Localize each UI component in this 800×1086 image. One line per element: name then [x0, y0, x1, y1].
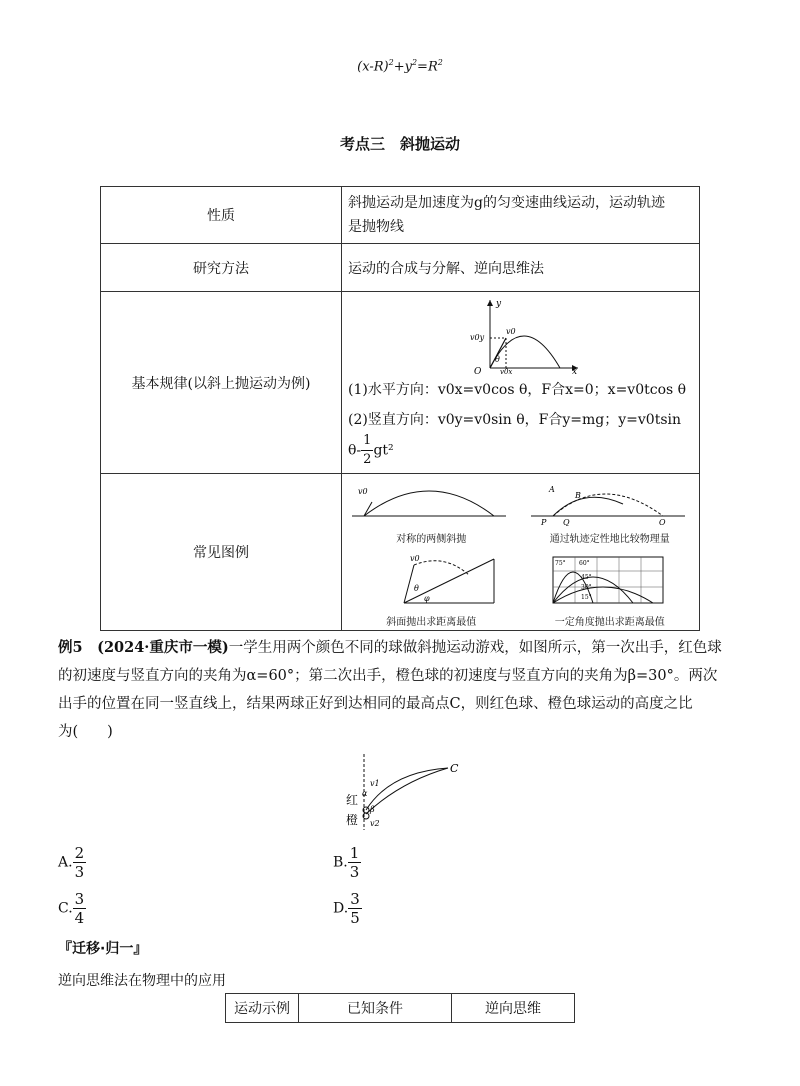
theta-label: θ: [495, 355, 500, 364]
figure-angles: 75° 60° 45° 30° 15° 一定角度抛出求距离最值: [523, 551, 698, 628]
svg-text:60°: 60°: [578, 560, 590, 567]
red-ball-label: 红: [346, 793, 359, 807]
row-content-examples: [342, 474, 700, 631]
v0-label: v0: [506, 327, 516, 336]
svg-text:v0: v0: [410, 554, 420, 563]
header-known: 已知条件: [299, 994, 452, 1023]
svg-text:75°: 75°: [554, 560, 566, 567]
row-label-examples: 常见图例: [101, 474, 342, 631]
row-content-law: [342, 292, 700, 474]
option-a[interactable]: A. $\frac{2}{3}$: [58, 844, 85, 881]
table-row: [101, 187, 700, 244]
svg-text:θ: θ: [414, 584, 419, 593]
oblique-projectile-table: [100, 186, 700, 631]
section-title: 考点三 斜抛运动: [339, 135, 460, 153]
svg-text:45°: 45°: [580, 574, 592, 581]
svg-text:O: O: [658, 518, 666, 526]
x-axis-label: x: [572, 367, 578, 374]
example-5: 例5 (2024·重庆市一模)一学生用两个颜色不同的球做斜抛运动游戏，如图所示，第一次出手，红色球 的初速度与竖直方向的夹角为α=60°；第二次出手，橙色球的初速度与竖直方向的夹角为β=30°。两次 出手的位置在同一竖直线上，结果两球正好到达相同的最高点C，则红色球、橙色球运动的高度之比 为( ): [58, 639, 722, 740]
horizontal-law: (1)水平方向：v0x=v0cos θ，F合x=0；x=v0tcos θ: [348, 382, 687, 398]
option-c[interactable]: C. $\frac{3}{4}$: [58, 890, 85, 927]
apply-text: 逆向思维法在物理中的应用: [58, 973, 226, 989]
svg-text:A: A: [548, 485, 555, 494]
svg-text:v0: v0: [358, 487, 368, 496]
row-label-law: 基本规律(以斜上抛运动为例): [101, 292, 342, 474]
migrate-title: 『迁移·归一』: [58, 941, 148, 957]
svg-text:15°: 15°: [580, 594, 592, 601]
svg-text:B: B: [574, 491, 581, 500]
svg-text:β: β: [370, 805, 375, 814]
figure-compare: A B P Q O 通过轨迹定性地比较物理量: [540, 485, 670, 545]
header-example: 运动示例: [226, 994, 299, 1023]
point-c-label: C: [450, 762, 459, 775]
svg-text:v1: v1: [370, 779, 380, 788]
figure-symmetric: v0 对称的两侧斜抛: [344, 476, 519, 545]
table-row: [101, 474, 700, 631]
svg-text:φ: φ: [424, 594, 430, 603]
reverse-thinking-table: [225, 993, 575, 1023]
option-b[interactable]: B. $\frac{1}{3}$: [333, 844, 360, 881]
option-d[interactable]: D. $\frac{3}{5}$: [333, 890, 360, 927]
svg-text:Q: Q: [562, 518, 570, 526]
circle-equation: $(x-R)^2+y^2=R^2$: [357, 58, 443, 75]
origin-label: O: [474, 367, 482, 374]
vertical-law: (2)竖直方向：v0y=v0sin θ，F合y=mg；y=v0tsin θ- $\frac{1}{2}$ gt²: [348, 412, 682, 467]
v0x-label: v0x: [500, 368, 513, 374]
svg-text:P: P: [540, 518, 546, 526]
y-axis-label: y: [496, 299, 502, 309]
figure-incline: v0 θ φ 斜面抛出求距离最值: [344, 551, 519, 628]
svg-text:v2: v2: [370, 819, 380, 828]
svg-text:30°: 30°: [580, 584, 592, 591]
two-ball-figure: [340, 752, 470, 832]
row-content-method: 运动的合成与分解、逆向思维法: [342, 244, 700, 292]
header-reverse: 逆向思维: [452, 994, 575, 1023]
table-row: [226, 994, 575, 1023]
svg-text:α: α: [362, 789, 368, 798]
row-content-nature: 斜抛运动是加速度为g的匀变速曲线运动，运动轨迹 是抛物线: [342, 187, 700, 244]
row-label-nature: 性质: [101, 187, 342, 244]
table-row: [101, 244, 700, 292]
table-row: [101, 292, 700, 474]
projectile-axis-diagram: [468, 296, 608, 374]
orange-ball-label: 橙: [346, 813, 359, 827]
v0y-label: v0y: [470, 333, 485, 342]
row-label-method: 研究方法: [101, 244, 342, 292]
